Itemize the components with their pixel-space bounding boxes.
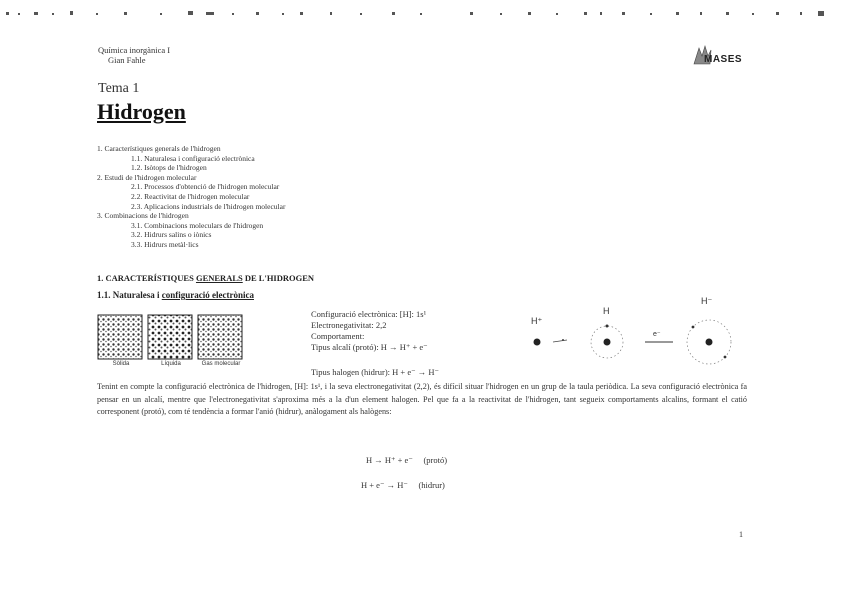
h-minus-nucleus	[706, 339, 713, 346]
electron-configuration: Configuració electrònica: [H]: 1s¹	[311, 309, 427, 319]
h-minus-label: H⁻	[701, 296, 713, 306]
toc-item: 3.3. Hidrurs metàl·lics	[131, 239, 199, 249]
toc-item: 1. Característiques generals de l'hidrogen	[97, 144, 221, 153]
section-heading	[97, 273, 314, 283]
subsection-heading-underlined: configuració electrònica	[161, 290, 254, 300]
hydrogen-phase-images	[97, 313, 247, 371]
table-of-contents	[97, 144, 285, 250]
h-atom-label: H	[603, 306, 610, 316]
page-number: 1	[739, 530, 743, 539]
course-name: Química inorgànica I	[98, 45, 171, 55]
toc-item: 2.1. Processos d'obtenció de l'hidrogen molecular	[131, 182, 280, 192]
h-atom-nucleus	[604, 339, 611, 346]
section-heading-underlined: GENERALS	[195, 273, 243, 283]
behaviour-label: Comportament:	[311, 331, 365, 341]
toc-item: 1.1. Naturalesa i configuració electrònica	[131, 153, 255, 163]
subsection-heading-prefix: 1.1. Naturalesa i	[97, 290, 162, 300]
h-atom-electron	[606, 325, 609, 328]
toc-item: 3. Combinacions de l'hidrogen	[97, 211, 189, 221]
toc-item: 2.3. Aplicacions industrials de l'hidrogen molecular	[131, 201, 286, 211]
section-heading-prefix: 1. CARACTERÍSTIQUES	[97, 273, 196, 283]
ion-diagram-figure	[523, 296, 755, 376]
theme-label: Tema 1	[98, 81, 140, 96]
toc-item: 1.2. Isòtops de l'hidrogen	[131, 163, 207, 173]
image-caption: Gas molecular	[201, 361, 241, 367]
halogen-type: Tipus halogen (hidrur): H + e⁻ → H⁻	[311, 367, 439, 377]
page-title: Hidrogen	[97, 99, 186, 124]
document-header	[98, 45, 170, 65]
h-plus-label: H⁺	[531, 316, 543, 326]
scan-noise-strip	[0, 6, 848, 22]
body-paragraph: Tenint en compte la configuració electrònica de l'hidrogen, [H]: 1s¹, i la seva electronegativitat (2,2), és difícil situar l'hidrogen en un grup de la taula periòdica. La seva configuració electrònica fa pensar en un alcalí, mentre que l'electronegativitat s'aproxima més a la d'un element halogen. Pel que fa a la reactivitat de l'hidrogen, tant segueix comportaments alcalins, formant el catió corresponent (protó), com té tendència a formar l'anió (hidrur), anàlogament als halògens:	[97, 382, 747, 416]
liquid-phase-image	[148, 315, 192, 359]
logo-text: MASES	[704, 54, 743, 65]
toc-item: 3.2. Hidrurs salins o iònics	[131, 230, 212, 240]
proton-dot	[534, 339, 541, 346]
svg-text:e⁻: e⁻	[653, 331, 661, 338]
equation-proton: H → H⁺ + e⁻ (protó)	[366, 455, 448, 465]
hydrogen-ions-diagram	[523, 296, 755, 376]
image-caption: Líquida	[161, 361, 181, 367]
section-heading-suffix: DE L'HIDROGEN	[242, 273, 315, 283]
solid-phase-image	[98, 315, 142, 359]
equation-hydride: H + e⁻ → H⁻ (hidrur)	[361, 480, 445, 490]
phase-images-figure	[97, 313, 247, 361]
toc-item: 2.2. Reactivitat de l'hidrogen molecular	[131, 191, 250, 201]
author-name: Gian Fahle	[108, 55, 146, 65]
alkali-type: Tipus alcalí (protó): H → H⁺ + e⁻	[311, 342, 428, 352]
toc-item: 2. Estudi de l'hidrogen molecular	[97, 172, 197, 182]
subsection-heading	[97, 290, 254, 300]
hydrogen-properties	[311, 309, 439, 378]
electronegativity: Electronegativitat: 2,2	[311, 320, 387, 330]
image-caption: Sòlida	[112, 361, 130, 367]
toc-item: 3.1. Combinacions moleculars de l'hidrogen	[131, 220, 264, 230]
gas-phase-image	[198, 315, 242, 359]
logo	[690, 42, 752, 70]
